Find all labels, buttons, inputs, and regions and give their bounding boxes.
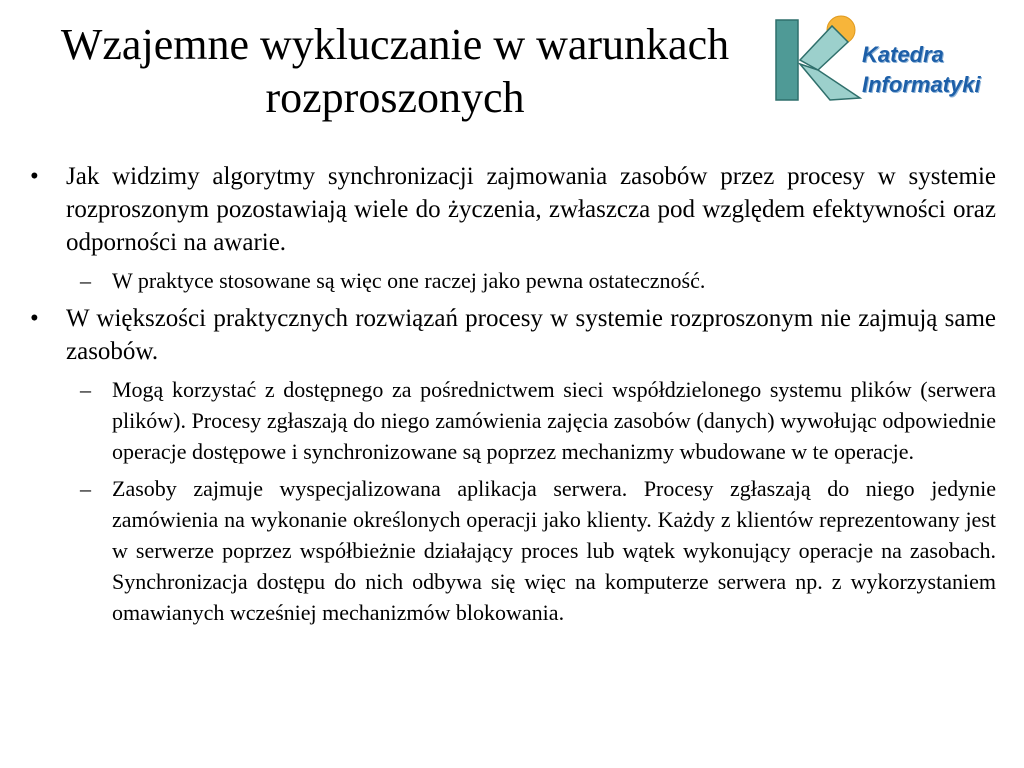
sub-bullet-text: W praktyce stosowane są więc one raczej jako pewna ostateczność. bbox=[112, 268, 706, 293]
logo-text bbox=[862, 40, 981, 100]
slide-content bbox=[28, 160, 996, 634]
dash-icon: – bbox=[80, 268, 91, 293]
slide-title-line2: rozproszonych bbox=[265, 73, 525, 122]
sub-bullet-text: Mogą korzystać z dostępnego za pośrednictwem sieci współdzielonego systemu plików (serwera plików). Procesy zgłaszają do niego zamówienia zajęcia zasobów (danych) wywołując odpowiednie operacje dostępowe i synchronizowane są poprzez mechanizmy wbudowane w te operacje. bbox=[112, 377, 996, 464]
bullet-item bbox=[28, 302, 996, 368]
slide-title bbox=[0, 18, 790, 124]
bullet-item bbox=[28, 160, 996, 259]
bullet-icon: • bbox=[30, 163, 39, 190]
bullet-text: W większości praktycznych rozwiązań procesy w systemie rozproszonym nie zajmują same zasobów. bbox=[66, 305, 996, 365]
sub-bullet-item bbox=[28, 473, 996, 628]
sub-bullet-item bbox=[28, 265, 996, 296]
dash-icon: – bbox=[80, 377, 91, 402]
bullet-text: Jak widzimy algorytmy synchronizacji zajmowania zasobów przez procesy w systemie rozproszonym pozostawiają wiele do życzenia, zwłaszcza pod względem efektywności oraz odporności na awarie. bbox=[66, 163, 996, 256]
logo-text-line1: Katedra bbox=[862, 42, 944, 67]
bullet-icon: • bbox=[30, 305, 39, 332]
dash-icon: – bbox=[80, 476, 91, 501]
slide-title-line1: Wzajemne wykluczanie w warunkach bbox=[60, 20, 730, 69]
sub-bullet-text: Zasoby zajmuje wyspecjalizowana aplikacja serwera. Procesy zgłaszają do niego jedynie zamówienia na wykonanie określonych operacji jako klienty. Każdy z klientów reprezentowany jest w serwerze poprzez współbieżnie działający proces lub wątek wykonujący operacje na zasobach. Synchronizacja dostępu do nich odbywa się więc na komputerze serwera np. z wykorzystaniem omawianych wcześniej mechanizmów blokowania. bbox=[112, 476, 996, 625]
logo-text-line2: Informatyki bbox=[862, 72, 981, 97]
sub-bullet-item bbox=[28, 374, 996, 467]
